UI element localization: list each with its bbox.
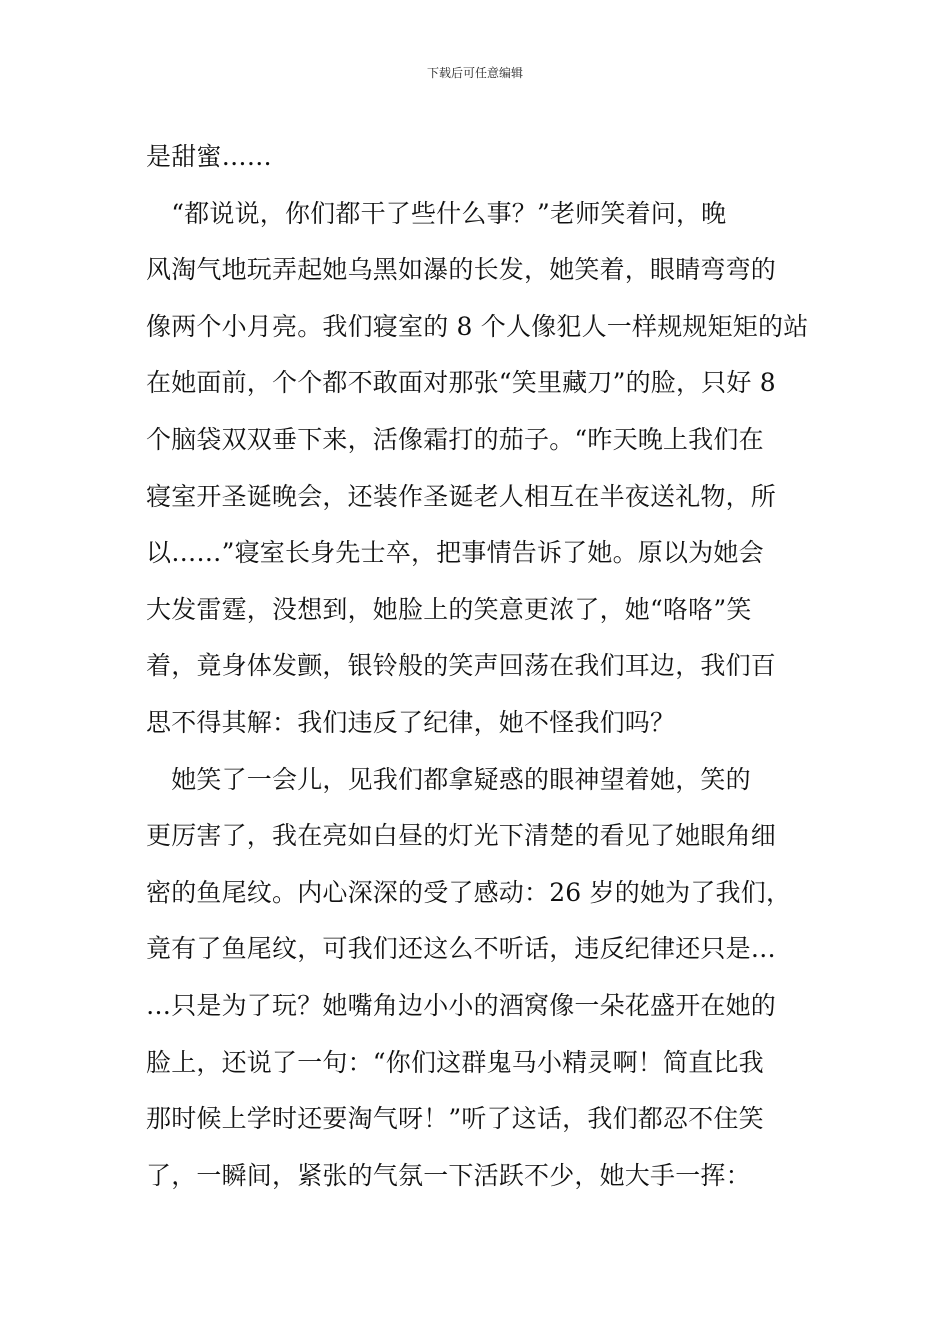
text-line: 那时候上学时还要淘气呀！”听了这话，我们都忍不住笑 — [146, 1104, 764, 1134]
text-line: 更厉害了，我在亮如白昼的灯光下清楚的看见了她眼角细 — [146, 821, 777, 851]
text-line: 在她面前，个个都不敢面对那张“笑里藏刀”的脸，只好 8 — [146, 368, 776, 398]
text-line: 风淘气地玩弄起她乌黑如瀑的长发，她笑着，眼睛弯弯的 — [146, 255, 777, 285]
text-line: 了，一瞬间，紧张的气氛一下活跃不少，她大手一挥： — [146, 1160, 751, 1190]
text-line: 像两个小月亮。我们寝室的 8 个人像犯人一样规规矩矩的站 — [146, 311, 809, 341]
text-line: 思不得其解：我们违反了纪律，她不怪我们吗？ — [146, 707, 676, 737]
page-header: 下载后可任意编辑 — [426, 66, 523, 80]
text-line: 脸上，还说了一句：“你们这群鬼马小精灵啊！简直比我 — [146, 1047, 764, 1077]
text-line: 着，竟身体发颤，银铃般的笑声回荡在我们耳边，我们百 — [146, 651, 777, 681]
text-line: “都说说，你们都干了些什么事？”老师笑着问，晚 — [146, 198, 727, 228]
text-line: 寝室开圣诞晚会，还装作圣诞老人相互在半夜送礼物，所 — [146, 481, 777, 511]
document-body — [146, 129, 810, 1204]
text-line: …只是为了玩？她嘴角边小小的酒窝像一朵花盛开在她的 — [146, 990, 777, 1020]
text-line: 个脑袋双双垂下来，活像霜打的茄子。“昨天晚上我们在 — [146, 424, 764, 454]
text-line: 密的鱼尾纹。内心深深的受了感动：26 岁的她为了我们， — [146, 877, 792, 907]
text-line: 是甜蜜…… — [146, 142, 273, 171]
text-line: 竟有了鱼尾纹，可我们还这么不听话，违反纪律还只是… — [146, 934, 777, 964]
text-line: 大发雷霆，没想到，她脸上的笑意更浓了，她“咯咯”笑 — [146, 594, 752, 624]
text-line: 她笑了一会儿，见我们都拿疑惑的眼神望着她，笑的 — [146, 764, 751, 794]
text-line: 以……”寝室长身先士卒，把事情告诉了她。原以为她会 — [146, 538, 764, 568]
